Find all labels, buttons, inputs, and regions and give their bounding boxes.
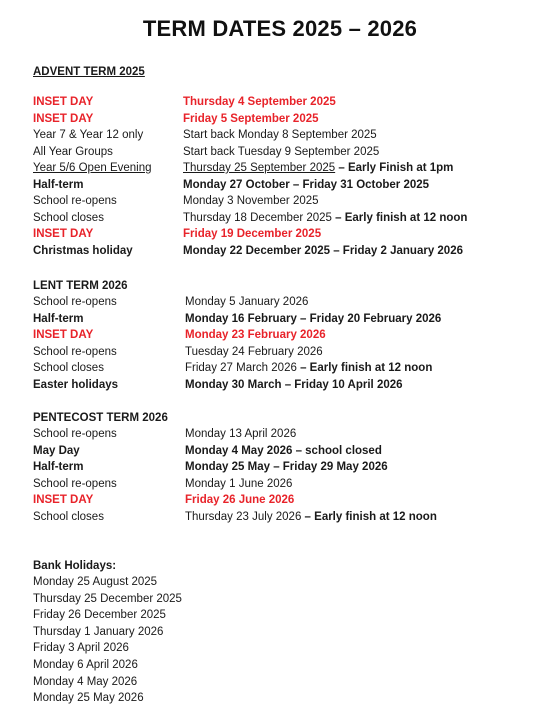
term-date-row [33,144,533,161]
term-date-row [33,160,533,177]
term-event-date [183,177,429,194]
term-date-row [33,492,533,509]
term-event-date [185,360,432,377]
term-event-date-text: Friday 26 June 2026 [185,494,295,506]
term-event-date-text: Monday 25 May – Friday 29 May 2026 [185,461,388,473]
term-date-row [33,127,533,144]
term-event-label: Christmas holiday [33,244,133,257]
page-title: TERM DATES 2025 – 2026 [142,16,418,41]
term-date-row [33,344,533,361]
term-date-row [33,476,533,493]
term-event-date-text: Start back Monday 8 September 2025 [183,129,377,141]
term-date-row [33,377,533,394]
term-event-label: School re-opens [33,195,117,207]
term-date-row [33,193,533,210]
term-date-row [33,426,533,443]
term-event-label: INSET DAY [33,329,94,341]
term-event-label: INSET DAY [33,112,94,125]
term-event-date-text: Friday 19 December 2025 [183,228,322,240]
term-event-date [185,443,382,460]
term-event-date-text: Monday 13 April 2026 [185,428,297,440]
term-event-date [185,311,441,328]
term-event-date [183,144,379,161]
term-event-date-text: Monday 27 October – Friday 31 October 2025 [183,178,430,191]
term-event-label: INSET DAY [33,228,94,240]
term-event-label: Easter holidays [33,378,119,391]
bank-holiday-item: Friday 26 December 2025 [33,609,166,622]
term-event-label: School re-opens [33,345,117,358]
term-event-date [183,160,453,177]
term-date-row [33,210,533,227]
term-event-date-text: Monday 16 February – Friday 20 February 2026 [185,312,442,325]
term-date-row [33,360,533,377]
bank-holiday-item: Monday 4 May 2026 [33,675,138,688]
term-event-date [185,476,292,493]
term-event-label: School closes [33,510,104,523]
bank-holiday-item: Monday 6 April 2026 [33,659,138,671]
term-event-date [183,127,377,144]
term-event-date-text: Monday 30 March – Friday 10 April 2026 [185,378,403,391]
term-event-label: Year 5/6 Open Evening [33,162,152,174]
term-date-row [33,94,533,111]
term-event-date-text: Thursday 4 September 2025 [183,96,336,108]
term-date-row [33,327,533,344]
term-event-label: Year 7 & Year 12 only [33,129,144,141]
term-event-date-text: Friday 27 March 2026 [185,362,297,374]
term-event-date [183,111,319,128]
term-event-label: All Year Groups [33,145,113,158]
term-event-date [183,210,467,227]
advent-term-heading: ADVENT TERM 2025 [33,66,145,78]
term-event-date-text: Start back Tuesday 9 September 2025 [183,145,380,158]
term-event-date-text: Monday 1 June 2026 [185,477,293,490]
term-date-row [33,459,533,476]
term-event-label: May Day [33,444,80,457]
term-event-date [185,344,323,361]
term-date-row [33,226,533,243]
term-event-date-text: Tuesday 24 February 2026 [185,345,323,358]
term-date-row [33,177,533,194]
term-event-date [185,492,294,509]
term-event-note: – Early finish at 12 noon [296,362,433,374]
term-date-row [33,111,533,128]
term-event-date-text: Friday 5 September 2025 [183,112,319,125]
term-date-row [33,443,533,460]
term-event-date-text: Monday 22 December 2025 – Friday 2 January 2026 [183,244,463,257]
term-event-date-text: Monday 5 January 2026 [185,296,309,308]
term-event-date [185,294,308,311]
term-date-row [33,243,533,260]
bank-holiday-item: Monday 25 August 2025 [33,576,158,588]
bank-holiday-item: Thursday 1 January 2026 [33,625,164,638]
term-event-date-text: Monday 3 November 2025 [183,195,319,207]
term-event-label: School re-opens [33,296,117,308]
lent-term-heading: LENT TERM 2026 [33,280,128,292]
term-event-label: Half-term [33,461,84,473]
bank-holiday-item: Monday 25 May 2026 [33,692,144,705]
term-event-note: – Early finish at 12 noon [331,211,468,224]
term-event-date [185,426,296,443]
term-event-label: Half-term [33,312,84,325]
term-date-row [33,311,533,328]
term-event-label: INSET DAY [33,494,94,506]
bank-holiday-item: Thursday 25 December 2025 [33,592,182,605]
term-event-label: School closes [33,211,104,224]
term-event-date [185,459,388,476]
term-date-row [33,294,533,311]
term-event-date-text: Thursday 23 July 2026 [185,510,302,523]
term-event-label: School re-opens [33,428,117,440]
term-event-note: – Early finish at 12 noon [301,510,437,523]
term-event-date [183,226,321,243]
term-event-label: INSET DAY [33,96,94,108]
bank-holidays-heading: Bank Holidays: [33,560,117,572]
term-event-date [183,193,319,210]
term-event-date [185,509,437,526]
bank-holiday-item: Friday 3 April 2026 [33,642,129,655]
term-event-date-text: Monday 4 May 2026 – school closed [185,444,382,457]
term-event-date-text: Thursday 18 December 2025 [183,211,332,224]
term-event-date [185,327,326,344]
term-event-date [185,377,403,394]
term-event-label: School re-opens [33,477,117,490]
pentecost-term-heading: PENTECOST TERM 2026 [33,412,168,424]
term-event-date [183,94,336,111]
term-event-note: – Early Finish at 1pm [335,162,454,174]
term-date-row [33,509,533,526]
term-event-label: School closes [33,362,104,374]
term-event-label: Half-term [33,178,84,191]
term-event-date [183,243,463,260]
term-event-date-text: Monday 23 February 2026 [185,329,326,341]
term-event-date-text: Thursday 25 September 2025 [183,162,336,174]
